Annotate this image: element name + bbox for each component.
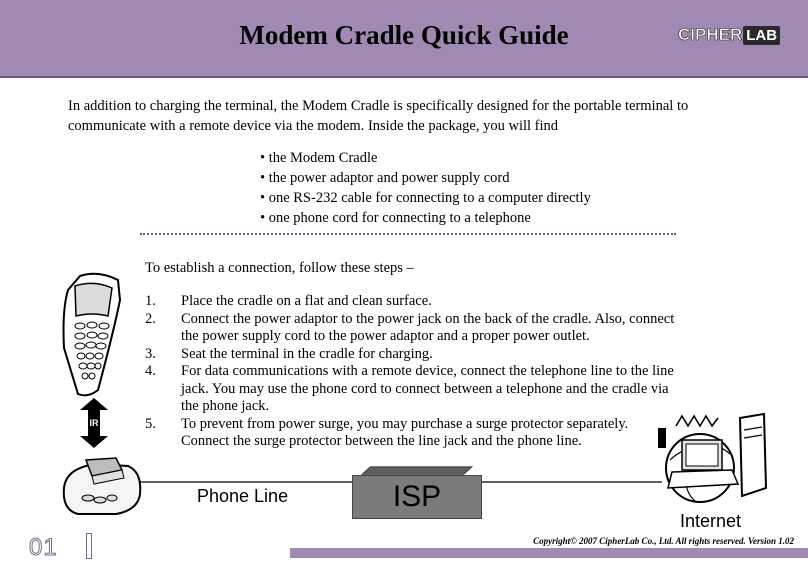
logo-lab-text: LAB <box>743 26 780 45</box>
isp-box <box>352 475 482 519</box>
isp-label: ISP <box>392 480 442 513</box>
modem-cradle-icon <box>56 448 146 518</box>
step-number: 5. <box>145 415 156 432</box>
phone-line-label: Phone Line <box>197 486 289 506</box>
package-item: • one RS-232 cable for connecting to a computer directly <box>260 190 591 206</box>
internet-label: Internet <box>680 511 742 531</box>
step-item <box>145 293 680 311</box>
dotted-divider <box>140 233 676 235</box>
step-text: Seat the terminal in the cradle for charging. <box>181 345 433 362</box>
page-title: Modem Cradle Quick Guide <box>239 20 569 50</box>
step-text: To prevent from power surge, you may purchase a surge protector separately. Connect the surge protector between the line jack and the phone line. <box>181 415 629 449</box>
package-item: • one phone cord for connecting to a telephone <box>260 210 531 226</box>
steps-intro: To establish a connection, follow these steps – <box>145 260 414 276</box>
header-rule <box>0 76 808 78</box>
package-item: • the power adaptor and power supply cord <box>260 170 510 186</box>
step-item <box>145 363 680 416</box>
steps-list <box>145 293 680 451</box>
internet-computer-icon <box>652 410 772 510</box>
intro-paragraph: In addition to charging the terminal, the Modem Cradle is specifically designed for the portable terminal to communicate with a remote device via the modem. Inside the package, you will find <box>68 98 689 134</box>
step-number: 4. <box>145 363 156 379</box>
logo-cipher-text: CIPHER <box>678 25 743 44</box>
step-number: 3. <box>145 345 156 362</box>
step-number: 2. <box>145 310 156 327</box>
step-item <box>145 416 680 451</box>
step-number: 1. <box>145 293 156 309</box>
step-item <box>145 346 680 364</box>
copyright-text: Copyright© 2007 CipherLab Co., Ltd. All rights reserved. Version 1.02 <box>533 536 794 546</box>
page-number-bar <box>86 533 92 559</box>
step-text: Place the cradle on a flat and clean surface. <box>181 293 432 309</box>
package-contents-list <box>260 148 591 228</box>
ir-label <box>74 398 114 448</box>
cipherlab-logo <box>678 22 786 48</box>
step-text: Connect the power adaptor to the power jack on the back of the cradle. Also, connect the power supply cord to the power adaptor and a proper power outlet. <box>181 310 675 344</box>
package-item: • the Modem Cradle <box>260 150 378 166</box>
handheld-terminal-icon <box>58 270 128 400</box>
phone-line-connector <box>140 480 355 484</box>
internet-line-connector <box>482 480 662 484</box>
ir-label-text: IR <box>89 418 99 428</box>
step-text: For data communications with a remote device, connect the telephone line to the line jack. You may use the phone cord to connect between a telephone and the cradle via the phone jack. <box>181 363 674 414</box>
step-item <box>145 311 680 346</box>
footer-bar <box>290 548 808 558</box>
page-number: 01 <box>29 534 58 561</box>
